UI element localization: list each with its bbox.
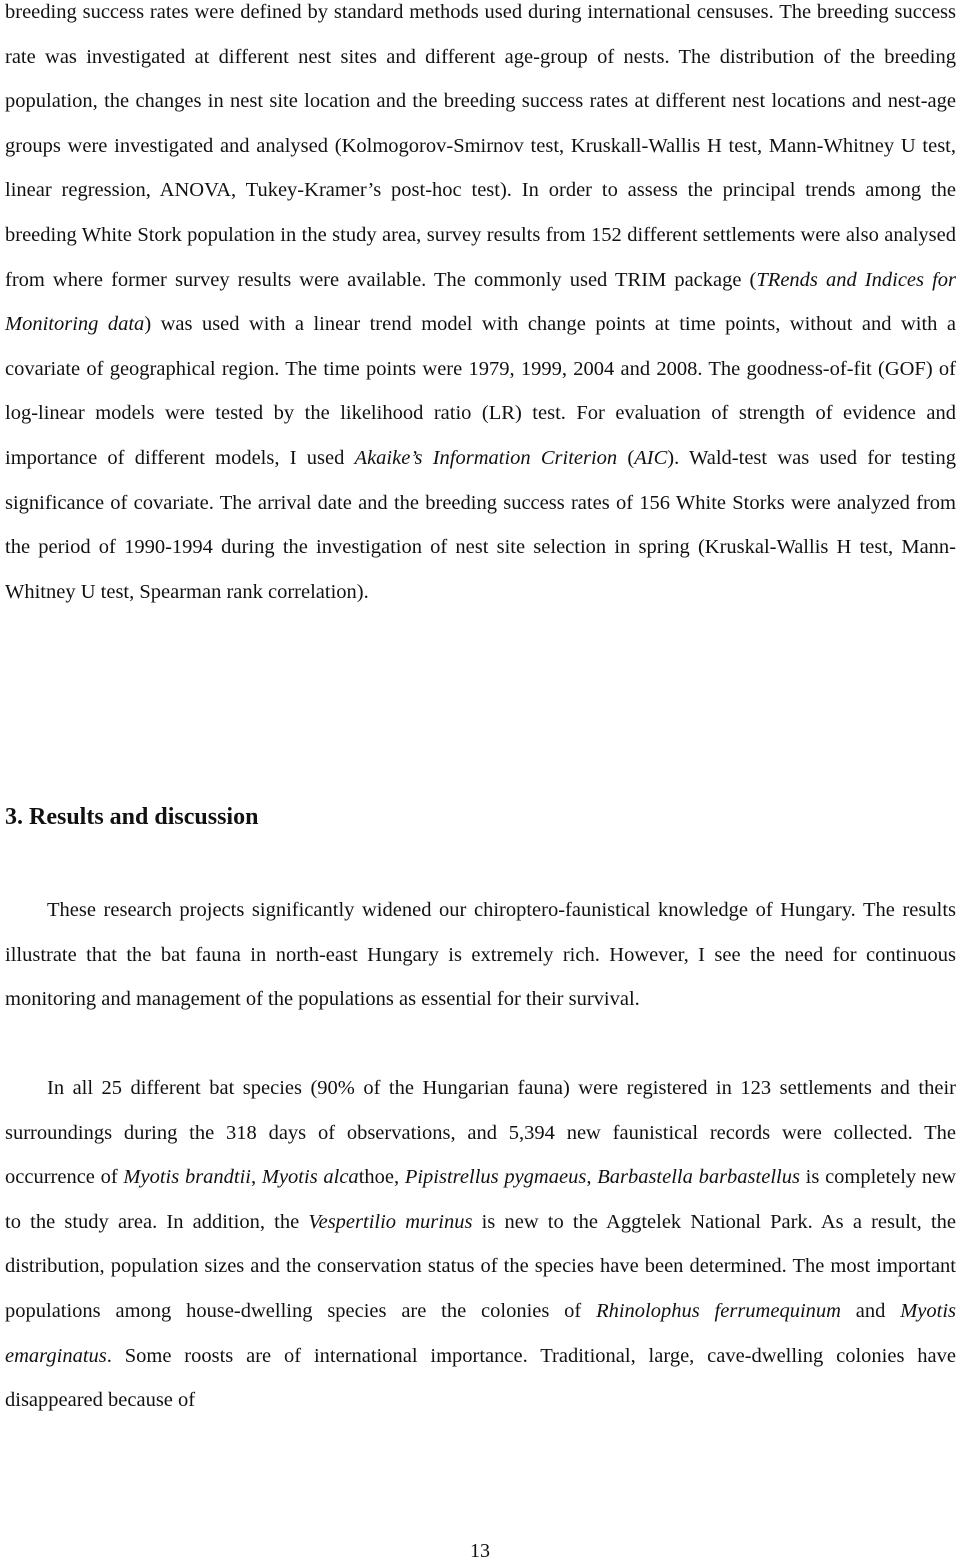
text-run: ). Wald-test was used for testing significance of covariate. The arrival date and the breeding success rates of 156 White Storks were analyzed from the period of 1990-1994 during the investigation of nest site selection in spring (Kruskal-Wallis H test, Mann-Whitney U test, Spearman rank correlation). — [5, 446, 956, 603]
italic-text-run: Rhinolophus ferrumequinum — [596, 1299, 841, 1322]
text-run: breeding success rates were defined by standard methods used during international censuses. The breeding success rate was investigated at different nest sites and different age-group of nests. The distribution of the breeding population, the changes in nest site location and the breeding success rates at different nest locations and nest-age groups were investigated and analysed (Kolmogorov-Smirnov test, Kruskall-Wallis H test, Mann-Whitney U test, linear regression, ANOVA, Tukey-Kramer’s post-hoc test). In order to assess the principal trends among the breeding White Stork population in the study area, survey results from 152 different settlements were also analysed from where former survey results were available. The commonly used TRIM package ( — [5, 1, 956, 291]
italic-text-run: Myotis emarginatus — [5, 1299, 957, 1367]
italic-text-run: Barbastella barbastellus — [597, 1166, 800, 1189]
italic-text-run: Akaike’s Information Criterion — [354, 446, 618, 469]
text-run: ( — [617, 446, 635, 469]
section-heading: 3. Results and discussion — [5, 804, 259, 830]
italic-text-run: Vespertilio murinus — [308, 1210, 473, 1233]
italic-text-run: TRends and Indices for Monitoring data — [5, 268, 956, 336]
results-intro-paragraph: These research projects significantly widened our chiroptero-faunistical knowledge of Hungary. The results illustrate that the bat fauna in north-east Hungary is extremely rich. However, I see the need for continuous monitoring and management of the populations as essential for their survival. — [5, 899, 956, 1011]
text-run: . Some roosts are of international importance. Traditional, large, cave-dwelling colonies have disappeared because of — [5, 1344, 956, 1412]
methods-paragraph — [5, 0, 956, 614]
italic-text-run: Pipistrellus pygmaeus — [404, 1166, 587, 1189]
text-run: , — [251, 1166, 262, 1189]
text-run: ) was used with a linear trend model with change points at time points, without and with a covariate of geographical region. The time points were 1979, 1999, 2004 and 2008. The goodness-of-fit (GOF) of log-linear models were tested by the likelihood ratio (LR) test. For evaluation of strength of evidence and importance of different models, I used — [5, 313, 956, 469]
text-run: is new to the Aggtelek National Park. As a result, the distribution, population sizes and the conservation status of the species have been determined. The most important populations among house-dwelling species are the colonies of — [5, 1210, 956, 1322]
italic-text-run: Myotis brandtii — [123, 1166, 252, 1189]
text-run: In all 25 different bat species (90% of the Hungarian fauna) were registered in 123 settlements and their surroundings during the 318 days of observations, and 5,394 new faunistical records were collected. The occurrence of — [5, 1077, 956, 1189]
text-run: and — [840, 1299, 901, 1322]
page-number: 13 — [470, 1540, 490, 1562]
text-run: thoe, — [358, 1166, 405, 1189]
italic-text-run: Myotis alca — [261, 1166, 359, 1189]
text-run: is completely new to the study area. In addition, the — [5, 1166, 957, 1233]
italic-text-run: AIC — [634, 446, 668, 469]
text-run: , — [586, 1166, 598, 1189]
results-species-paragraph — [5, 1066, 956, 1423]
